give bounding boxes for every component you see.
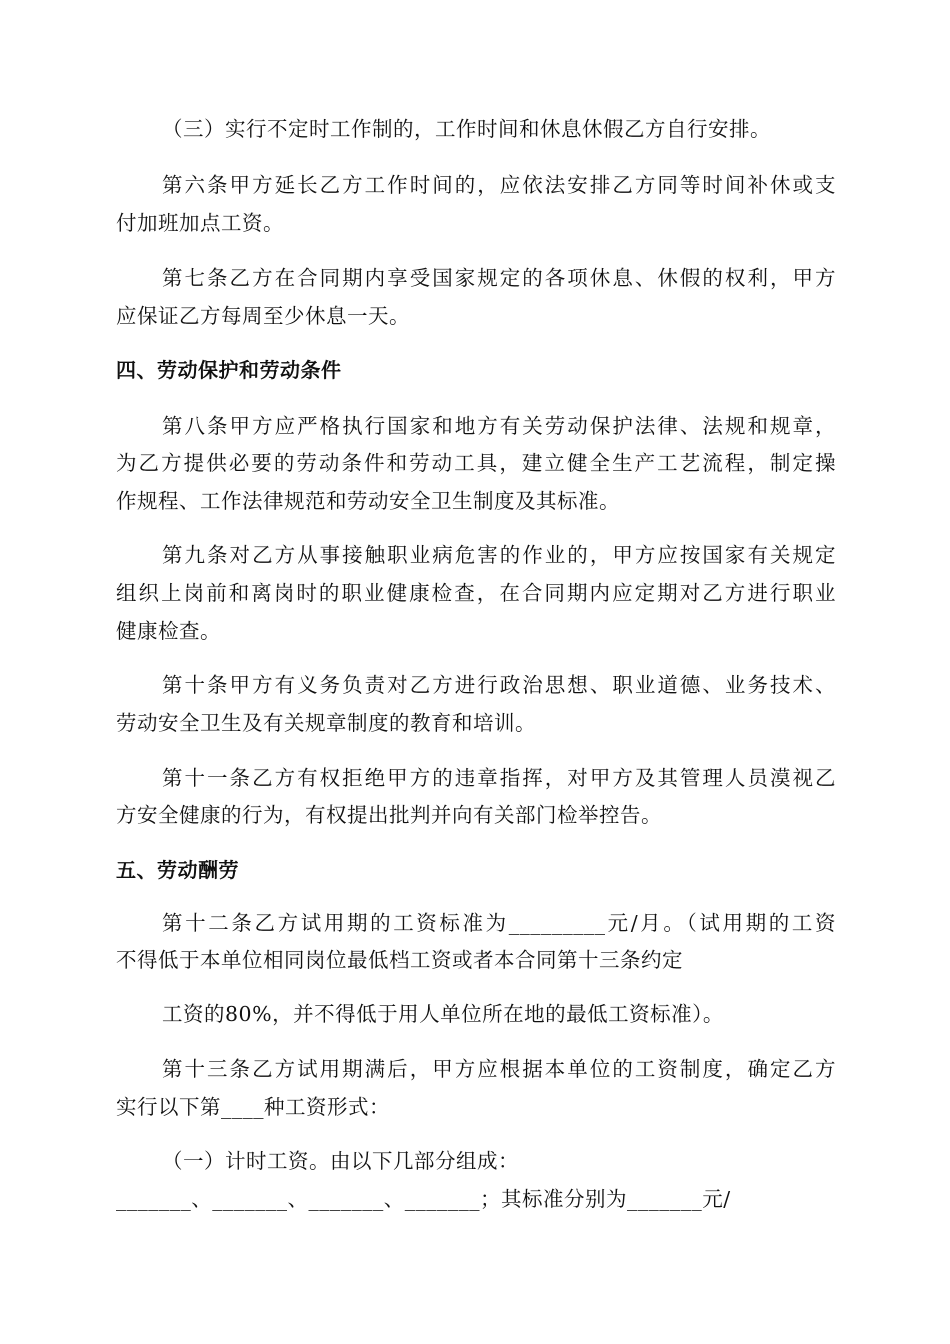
paragraph-line: 劳动安全卫生及有关规章制度的教育和培训。: [116, 711, 536, 735]
paragraph-line: 第十二条乙方试用期的工资标准为_________元/月。（试用期的工资: [162, 911, 836, 935]
paragraph-line: 工资的80%，并不得低于用人单位所在地的最低工资标准）。: [162, 1002, 724, 1026]
paragraph-line: （一）计时工资。由以下几部分组成：: [162, 1149, 519, 1173]
paragraph-line: 第七条乙方在合同期内享受国家规定的各项休息、休假的权利，甲方: [162, 266, 836, 290]
paragraph-line: 应保证乙方每周至少休息一天。: [116, 304, 410, 328]
paragraph-line: 第六条甲方延长乙方工作时间的，应依法安排乙方同等时间补休或支: [162, 173, 836, 197]
paragraph-line: 第十一条乙方有权拒绝甲方的违章指挥，对甲方及其管理人员漠视乙: [162, 766, 836, 790]
paragraph-line: 第八条甲方应严格执行国家和地方有关劳动保护法律、法规和规章，: [162, 414, 836, 438]
paragraph-line: 为乙方提供必要的劳动条件和劳动工具，建立健全生产工艺流程，制定操: [116, 451, 836, 475]
paragraph-line: 方安全健康的行为，有权提出批判并向有关部门检举控告。: [116, 803, 662, 827]
paragraph-line: 不得低于本单位相同岗位最低档工资或者本合同第十三条约定: [116, 948, 683, 972]
paragraph-line: 作规程、工作法律规范和劳动安全卫生制度及其标准。: [116, 489, 620, 513]
paragraph-line: 组织上岗前和离岗时的职业健康检查，在合同期内应定期对乙方进行职业: [116, 581, 836, 605]
section-heading: 五、劳动酬劳: [116, 858, 239, 882]
paragraph-line: （三）实行不定时工作制的，工作时间和休息休假乙方自行安排。: [162, 117, 771, 141]
paragraph-line: 第十条甲方有义务负责对乙方进行政治思想、职业道德、业务技术、: [162, 673, 836, 697]
paragraph-line: 健康检查。: [116, 619, 221, 643]
paragraph-line: 第九条对乙方从事接触职业病危害的作业的，甲方应按国家有关规定: [162, 543, 836, 567]
paragraph-line: _______、_______、_______、_______；其标准分别为_______元/: [116, 1187, 731, 1211]
paragraph-line: 第十三条乙方试用期满后，甲方应根据本单位的工资制度，确定乙方: [162, 1057, 836, 1081]
paragraph-line: 付加班加点工资。: [116, 211, 284, 235]
section-heading: 四、劳动保护和劳动条件: [116, 358, 342, 382]
paragraph-line: 实行以下第____种工资形式：: [116, 1095, 390, 1119]
